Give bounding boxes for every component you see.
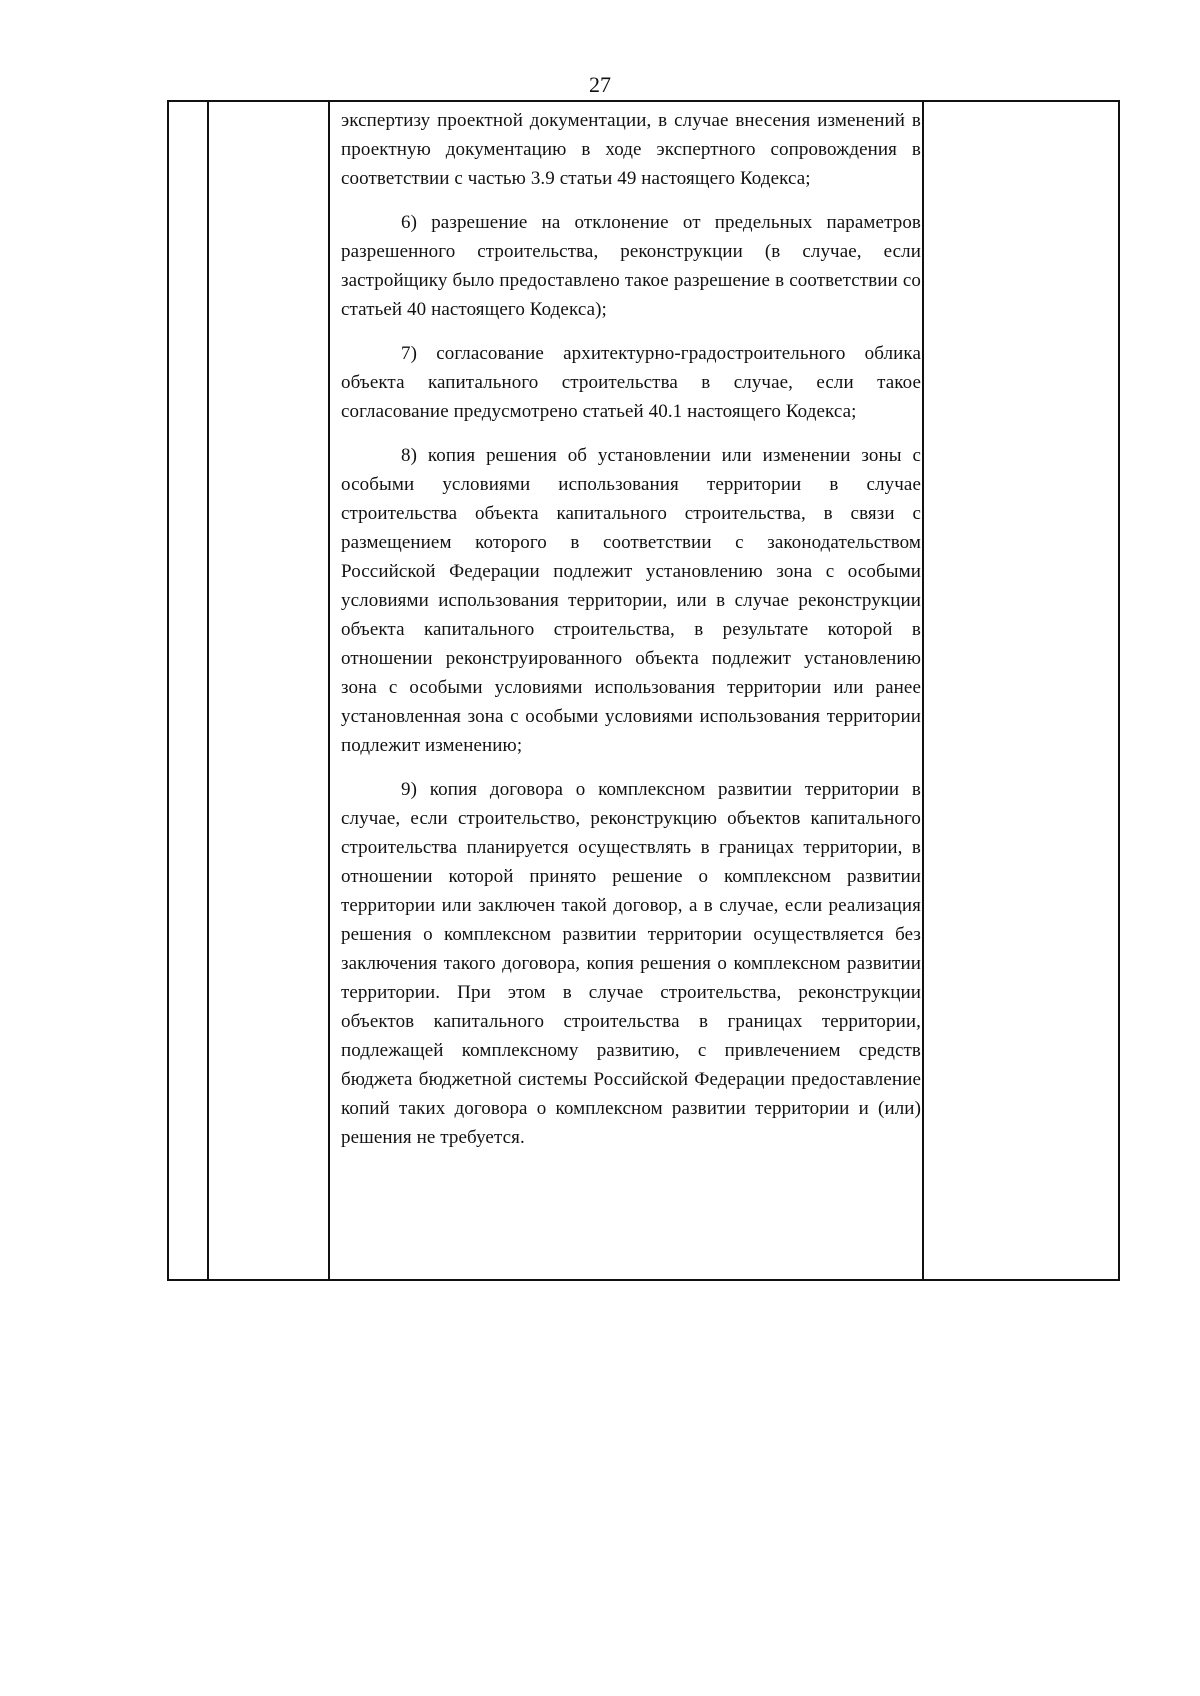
page-number: 27 [589,72,611,97]
document-content-cell [341,106,921,1152]
paragraph-item-7: 7) согласование архитектурно-градостроительного облика объекта капитального строительства в случае, если такое согласование предусмотрено статьей 40.1 настоящего Кодекса; [341,343,921,422]
paragraph-item-8: 8) копия решения об установлении или изменении зоны с особыми условиями использования территории в случае строительства объекта капитального строительства, в связи с размещением которого в соответствии с законодательством Российской Федерации подлежит установлению зона с особыми условиями использования территории, или в случае реконструкции объекта капитального строительства, в результате которой в отношении реконструированного объекта подлежит установлению зона с особыми условиями использования территории или ранее установленная зона с особыми условиями использования территории подлежит изменению; [341,445,921,756]
paragraph-continuation: экспертизу проектной документации, в случае внесения изменений в проектную документацию в ходе экспертного сопровождения в соответствии с частью 3.9 статьи 49 настоящего Кодекса; [341,110,921,189]
column-divider [922,102,924,1279]
document-table [167,100,1120,1281]
paragraph-item-9: 9) копия договора о комплексном развитии территории в случае, если строительство, реконструкцию объектов капитального строительства планируется осуществлять в границах территории, в отношении которой принято решение о комплексном развитии территории или заключен такой договор, а в случае, если реализация решения о комплексном развитии территории осуществляется без заключения такого договора, копия решения о комплексном развитии территории. При этом в случае строительства, реконструкции объектов капитального строительства в границах территории, подлежащей комплексному развитию, с привлечением средств бюджета бюджетной системы Российской Федерации предоставление копий таких договора о комплексном развитии территории и (или) решения не требуется. [341,779,921,1148]
paragraph-item-6: 6) разрешение на отклонение от предельных параметров разрешенного строительства, реконструкции (в случае, если застройщику было предоставлено такое разрешение в соответствии со статьей 40 настоящего Кодекса); [341,212,921,320]
column-divider [207,102,209,1279]
column-divider [328,102,330,1279]
